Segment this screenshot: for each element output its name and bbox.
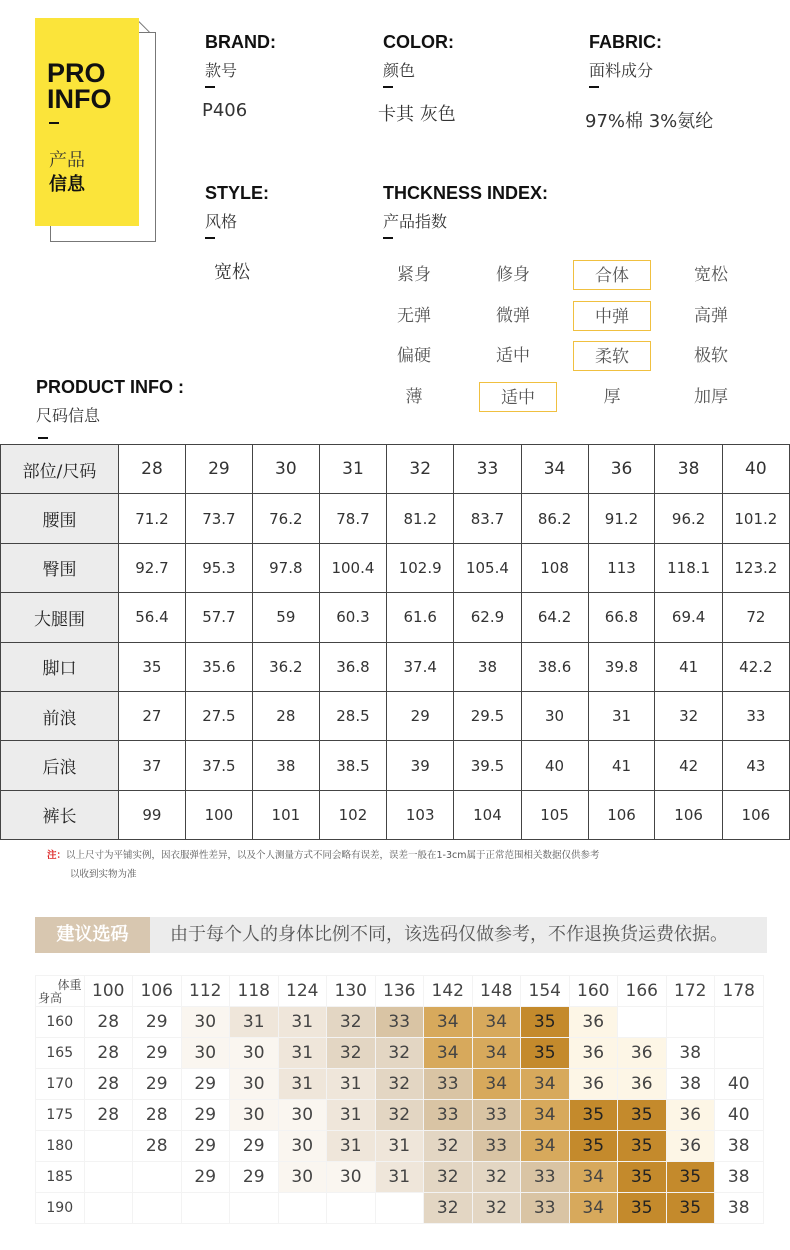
size-cell: 39 bbox=[387, 741, 454, 790]
weight-header-cell: 130 bbox=[327, 976, 376, 1007]
recommend-cell bbox=[327, 1193, 376, 1224]
height-label-cell: 185 bbox=[36, 1162, 85, 1193]
size-cell: 73.7 bbox=[185, 494, 252, 543]
height-label-cell: 165 bbox=[36, 1038, 85, 1069]
recommend-header-row bbox=[36, 976, 764, 1007]
recommend-cell: 35 bbox=[666, 1162, 715, 1193]
recommend-row bbox=[36, 1193, 764, 1224]
recommend-cell: 34 bbox=[472, 1038, 521, 1069]
recommend-cell: 32 bbox=[375, 1100, 424, 1131]
recommend-cell bbox=[84, 1193, 133, 1224]
size-cell: 106 bbox=[655, 790, 722, 839]
size-cell: 29 bbox=[387, 691, 454, 740]
recommend-cell bbox=[133, 1193, 182, 1224]
size-cell: 37.4 bbox=[387, 642, 454, 691]
recommend-cell: 31 bbox=[375, 1162, 424, 1193]
size-cell: 38 bbox=[252, 741, 319, 790]
recommend-cell: 33 bbox=[424, 1069, 473, 1100]
thickness-option: 无弹 bbox=[397, 305, 431, 326]
thickness-option: 极软 bbox=[694, 346, 728, 366]
recommend-cell: 35 bbox=[618, 1131, 667, 1162]
size-header-cell: 28 bbox=[118, 445, 185, 494]
style-label: STYLE: bbox=[205, 183, 270, 203]
size-cell: 41 bbox=[655, 642, 722, 691]
size-cell: 123.2 bbox=[722, 543, 789, 592]
recommend-cell: 35 bbox=[569, 1100, 618, 1131]
recommend-cell: 32 bbox=[472, 1193, 521, 1224]
recommend-cell: 32 bbox=[375, 1069, 424, 1100]
brand-label: BRAND: bbox=[205, 32, 276, 52]
weight-header-cell: 142 bbox=[424, 976, 473, 1007]
size-cell: 33 bbox=[722, 691, 789, 740]
recommend-text: 由于每个人的身体比例不同，该选码仅做参考，不作退换货运费依据。 bbox=[170, 924, 728, 945]
brand-dash bbox=[205, 86, 215, 88]
size-header-cell: 34 bbox=[521, 445, 588, 494]
recommend-cell: 33 bbox=[472, 1100, 521, 1131]
size-cell: 101 bbox=[252, 790, 319, 839]
fabric-dash bbox=[589, 86, 599, 88]
size-header-label: 部位/尺码 bbox=[1, 445, 119, 494]
size-row-label: 臀围 bbox=[1, 543, 119, 592]
size-table-row bbox=[1, 691, 790, 740]
recommend-cell: 28 bbox=[84, 1007, 133, 1038]
note-prefix: 注： bbox=[47, 850, 67, 861]
color-dash bbox=[383, 86, 393, 88]
note-line2: 以收到实物为准 bbox=[70, 869, 137, 880]
height-label-cell: 180 bbox=[36, 1131, 85, 1162]
recommend-cell: 31 bbox=[278, 1038, 327, 1069]
size-cell: 83.7 bbox=[454, 494, 521, 543]
size-cell: 38.5 bbox=[319, 741, 386, 790]
recommend-cell: 33 bbox=[472, 1131, 521, 1162]
size-cell: 62.9 bbox=[454, 593, 521, 642]
recommend-cell: 30 bbox=[230, 1069, 279, 1100]
size-cell: 108 bbox=[521, 543, 588, 592]
fabric-value: 97%棉 3%氨纶 bbox=[585, 111, 714, 132]
recommend-cell: 36 bbox=[569, 1038, 618, 1069]
size-table-header bbox=[1, 445, 790, 494]
recommend-cell: 36 bbox=[569, 1007, 618, 1038]
recommend-cell: 34 bbox=[424, 1007, 473, 1038]
size-cell: 100 bbox=[185, 790, 252, 839]
recommend-cell: 36 bbox=[618, 1038, 667, 1069]
size-cell: 91.2 bbox=[588, 494, 655, 543]
thickness-option-selected: 适中 bbox=[479, 382, 557, 412]
size-cell: 102 bbox=[319, 790, 386, 839]
size-cell: 35.6 bbox=[185, 642, 252, 691]
size-table-row bbox=[1, 790, 790, 839]
logo-line2: INFO bbox=[47, 84, 112, 114]
size-cell: 95.3 bbox=[185, 543, 252, 592]
recommend-cell bbox=[133, 1162, 182, 1193]
thickness-option: 修身 bbox=[496, 265, 530, 285]
recommend-cell: 35 bbox=[569, 1131, 618, 1162]
size-cell: 61.6 bbox=[387, 593, 454, 642]
size-cell: 28.5 bbox=[319, 691, 386, 740]
thickness-option-selected: 合体 bbox=[573, 260, 651, 290]
recommend-cell: 34 bbox=[472, 1007, 521, 1038]
size-table-row bbox=[1, 593, 790, 642]
recommend-cell: 30 bbox=[181, 1038, 230, 1069]
size-header-cell: 29 bbox=[185, 445, 252, 494]
size-cell: 38.6 bbox=[521, 642, 588, 691]
size-cell: 69.4 bbox=[655, 593, 722, 642]
recommend-cell bbox=[181, 1193, 230, 1224]
recommend-cell: 35 bbox=[666, 1193, 715, 1224]
fabric-sub: 面料成分 bbox=[589, 61, 654, 80]
recommend-cell: 30 bbox=[278, 1162, 327, 1193]
size-cell: 36.2 bbox=[252, 642, 319, 691]
recommend-cell: 29 bbox=[230, 1131, 279, 1162]
recommend-cell: 32 bbox=[375, 1038, 424, 1069]
thickness-option-selected: 中弹 bbox=[573, 301, 651, 331]
color-label: COLOR: bbox=[383, 32, 454, 52]
size-cell: 38 bbox=[454, 642, 521, 691]
size-cell: 42.2 bbox=[722, 642, 789, 691]
recommend-cell: 38 bbox=[666, 1038, 715, 1069]
recommend-cell: 32 bbox=[424, 1162, 473, 1193]
recommend-row bbox=[36, 1131, 764, 1162]
recommend-cell: 28 bbox=[84, 1100, 133, 1131]
recommend-cell bbox=[230, 1193, 279, 1224]
size-cell: 71.2 bbox=[118, 494, 185, 543]
recommend-cell bbox=[84, 1162, 133, 1193]
recommend-cell: 34 bbox=[521, 1100, 570, 1131]
recommend-row bbox=[36, 1069, 764, 1100]
recommend-cell: 34 bbox=[569, 1193, 618, 1224]
thickness-option: 紧身 bbox=[397, 265, 431, 285]
recommend-cell: 38 bbox=[715, 1193, 764, 1224]
size-header-cell: 32 bbox=[387, 445, 454, 494]
recommend-cell: 31 bbox=[278, 1069, 327, 1100]
size-cell: 30 bbox=[521, 691, 588, 740]
recommend-cell: 38 bbox=[715, 1162, 764, 1193]
recommend-cell: 31 bbox=[278, 1007, 327, 1038]
thickness-label: THCKNESS INDEX: bbox=[383, 183, 549, 203]
weight-header-cell: 166 bbox=[618, 976, 667, 1007]
size-cell: 64.2 bbox=[521, 593, 588, 642]
color-value: 卡其 灰色 bbox=[378, 104, 456, 125]
thickness-option: 薄 bbox=[405, 386, 423, 407]
logo-cn1: 产品 bbox=[49, 150, 85, 171]
size-cell: 37 bbox=[118, 741, 185, 790]
size-cell: 104 bbox=[454, 790, 521, 839]
recommend-cell: 34 bbox=[569, 1162, 618, 1193]
weight-header-cell: 148 bbox=[472, 976, 521, 1007]
size-table-row bbox=[1, 494, 790, 543]
size-row-label: 裤长 bbox=[1, 790, 119, 839]
style-sub: 风格 bbox=[205, 212, 238, 231]
thickness-index-grid bbox=[375, 260, 775, 425]
size-cell: 27.5 bbox=[185, 691, 252, 740]
size-cell: 96.2 bbox=[655, 494, 722, 543]
weight-header-cell: 136 bbox=[375, 976, 424, 1007]
recommend-cell: 28 bbox=[133, 1131, 182, 1162]
size-cell: 57.7 bbox=[185, 593, 252, 642]
thickness-option: 厚 bbox=[603, 386, 621, 407]
recommend-cell: 34 bbox=[472, 1069, 521, 1100]
recommend-cell: 33 bbox=[521, 1162, 570, 1193]
recommend-tag: 建议选码 bbox=[35, 917, 150, 953]
weight-header-cell: 124 bbox=[278, 976, 327, 1007]
weight-header-cell: 118 bbox=[230, 976, 279, 1007]
height-label-cell: 160 bbox=[36, 1007, 85, 1038]
weight-header-cell: 160 bbox=[569, 976, 618, 1007]
size-header-cell: 36 bbox=[588, 445, 655, 494]
recommend-cell: 29 bbox=[133, 1038, 182, 1069]
thickness-dash bbox=[383, 237, 393, 239]
size-row-label: 腰围 bbox=[1, 494, 119, 543]
size-cell: 105.4 bbox=[454, 543, 521, 592]
size-header-cell: 30 bbox=[252, 445, 319, 494]
size-cell: 97.8 bbox=[252, 543, 319, 592]
fabric-label: FABRIC: bbox=[589, 32, 662, 52]
thickness-sub: 产品指数 bbox=[383, 212, 448, 231]
recommend-cell bbox=[618, 1007, 667, 1038]
product-info-dash bbox=[38, 437, 48, 439]
recommend-cell: 30 bbox=[278, 1131, 327, 1162]
weight-header-cell: 178 bbox=[715, 976, 764, 1007]
thickness-option: 适中 bbox=[496, 346, 530, 366]
size-table-row bbox=[1, 741, 790, 790]
recommend-cell: 34 bbox=[424, 1038, 473, 1069]
recommend-cell: 33 bbox=[424, 1100, 473, 1131]
recommend-cell: 29 bbox=[181, 1100, 230, 1131]
recommend-cell: 38 bbox=[666, 1069, 715, 1100]
recommend-cell: 31 bbox=[375, 1131, 424, 1162]
thickness-option: 偏硬 bbox=[397, 346, 431, 366]
size-cell: 29.5 bbox=[454, 691, 521, 740]
size-cell: 56.4 bbox=[118, 593, 185, 642]
size-cell: 100.4 bbox=[319, 543, 386, 592]
size-cell: 39.8 bbox=[588, 642, 655, 691]
size-row-label: 大腿围 bbox=[1, 593, 119, 642]
recommend-cell: 31 bbox=[327, 1069, 376, 1100]
size-recommend-table bbox=[35, 975, 764, 1224]
size-cell: 32 bbox=[655, 691, 722, 740]
size-cell: 72 bbox=[722, 593, 789, 642]
recommend-row bbox=[36, 1038, 764, 1069]
size-cell: 81.2 bbox=[387, 494, 454, 543]
logo-line1: PRO bbox=[47, 58, 106, 88]
recommend-cell: 28 bbox=[84, 1038, 133, 1069]
size-cell: 40 bbox=[521, 741, 588, 790]
recommend-cell bbox=[278, 1193, 327, 1224]
recommend-corner-cell bbox=[36, 976, 85, 1007]
recommend-cell: 31 bbox=[230, 1007, 279, 1038]
weight-header-cell: 112 bbox=[181, 976, 230, 1007]
logo-cn2: 信息 bbox=[49, 174, 85, 195]
recommend-cell: 36 bbox=[666, 1100, 715, 1131]
recommend-cell: 35 bbox=[521, 1007, 570, 1038]
size-table bbox=[0, 444, 790, 840]
weight-header-cell: 154 bbox=[521, 976, 570, 1007]
size-cell: 106 bbox=[722, 790, 789, 839]
recommend-cell: 30 bbox=[230, 1100, 279, 1131]
size-header-cell: 33 bbox=[454, 445, 521, 494]
size-header-cell: 31 bbox=[319, 445, 386, 494]
recommend-cell: 38 bbox=[715, 1131, 764, 1162]
thickness-option-selected: 柔软 bbox=[573, 341, 651, 371]
size-cell: 102.9 bbox=[387, 543, 454, 592]
recommend-cell: 35 bbox=[521, 1038, 570, 1069]
size-note bbox=[47, 847, 600, 861]
size-cell: 36.8 bbox=[319, 642, 386, 691]
weight-header-cell: 106 bbox=[133, 976, 182, 1007]
corner-weight-label: 体重 bbox=[57, 978, 82, 992]
product-info-sub: 尺码信息 bbox=[36, 406, 101, 425]
color-sub: 颜色 bbox=[383, 61, 416, 80]
size-cell: 99 bbox=[118, 790, 185, 839]
recommend-cell: 33 bbox=[375, 1007, 424, 1038]
recommend-cell: 29 bbox=[181, 1162, 230, 1193]
height-label-cell: 190 bbox=[36, 1193, 85, 1224]
recommend-cell bbox=[375, 1193, 424, 1224]
recommend-row bbox=[36, 1007, 764, 1038]
thickness-option: 微弹 bbox=[496, 305, 530, 326]
recommend-cell: 28 bbox=[84, 1069, 133, 1100]
recommend-cell: 40 bbox=[715, 1100, 764, 1131]
size-cell: 59 bbox=[252, 593, 319, 642]
logo-dash bbox=[49, 122, 59, 124]
style-value: 宽松 bbox=[214, 262, 250, 283]
brand-value: P406 bbox=[202, 100, 248, 121]
recommend-cell: 30 bbox=[327, 1162, 376, 1193]
recommend-cell: 30 bbox=[181, 1007, 230, 1038]
brand-sub: 款号 bbox=[205, 61, 238, 80]
size-cell: 113 bbox=[588, 543, 655, 592]
recommend-cell bbox=[715, 1038, 764, 1069]
size-cell: 28 bbox=[252, 691, 319, 740]
size-cell: 43 bbox=[722, 741, 789, 790]
recommend-cell: 29 bbox=[181, 1069, 230, 1100]
size-cell: 41 bbox=[588, 741, 655, 790]
recommend-cell: 36 bbox=[618, 1069, 667, 1100]
size-cell: 78.7 bbox=[319, 494, 386, 543]
recommend-cell: 32 bbox=[424, 1131, 473, 1162]
recommend-cell: 29 bbox=[181, 1131, 230, 1162]
thickness-option: 加厚 bbox=[694, 386, 728, 407]
size-table-row bbox=[1, 543, 790, 592]
size-header-cell: 38 bbox=[655, 445, 722, 494]
pro-info-logo bbox=[35, 18, 139, 226]
recommend-cell: 29 bbox=[230, 1162, 279, 1193]
recommend-cell: 32 bbox=[327, 1038, 376, 1069]
recommend-cell: 30 bbox=[230, 1038, 279, 1069]
recommend-cell bbox=[84, 1131, 133, 1162]
recommend-cell: 28 bbox=[133, 1100, 182, 1131]
size-row-label: 脚口 bbox=[1, 642, 119, 691]
recommend-cell bbox=[715, 1007, 764, 1038]
size-cell: 92.7 bbox=[118, 543, 185, 592]
recommend-cell bbox=[666, 1007, 715, 1038]
style-dash bbox=[205, 237, 215, 239]
recommend-cell: 35 bbox=[618, 1162, 667, 1193]
size-cell: 35 bbox=[118, 642, 185, 691]
size-row-label: 后浪 bbox=[1, 741, 119, 790]
recommend-cell: 30 bbox=[278, 1100, 327, 1131]
size-cell: 31 bbox=[588, 691, 655, 740]
recommend-cell: 35 bbox=[618, 1193, 667, 1224]
corner-height-label: 身高 bbox=[38, 991, 63, 1005]
recommend-cell: 29 bbox=[133, 1069, 182, 1100]
size-cell: 101.2 bbox=[722, 494, 789, 543]
size-cell: 105 bbox=[521, 790, 588, 839]
size-row-label: 前浪 bbox=[1, 691, 119, 740]
size-cell: 76.2 bbox=[252, 494, 319, 543]
recommend-cell: 31 bbox=[327, 1100, 376, 1131]
thickness-option: 高弹 bbox=[694, 305, 728, 326]
weight-header-cell: 172 bbox=[666, 976, 715, 1007]
recommend-row bbox=[36, 1162, 764, 1193]
recommend-cell: 40 bbox=[715, 1069, 764, 1100]
recommend-cell: 32 bbox=[424, 1193, 473, 1224]
thickness-option: 宽松 bbox=[694, 265, 728, 285]
height-label-cell: 175 bbox=[36, 1100, 85, 1131]
recommend-cell: 33 bbox=[521, 1193, 570, 1224]
recommend-cell: 36 bbox=[666, 1131, 715, 1162]
recommend-cell: 36 bbox=[569, 1069, 618, 1100]
size-cell: 66.8 bbox=[588, 593, 655, 642]
size-table-row bbox=[1, 642, 790, 691]
size-cell: 27 bbox=[118, 691, 185, 740]
size-cell: 60.3 bbox=[319, 593, 386, 642]
recommend-cell: 34 bbox=[521, 1131, 570, 1162]
recommend-cell: 32 bbox=[472, 1162, 521, 1193]
height-label-cell: 170 bbox=[36, 1069, 85, 1100]
size-cell: 118.1 bbox=[655, 543, 722, 592]
size-cell: 37.5 bbox=[185, 741, 252, 790]
recommend-cell: 35 bbox=[618, 1100, 667, 1131]
recommend-cell: 29 bbox=[133, 1007, 182, 1038]
recommend-cell: 34 bbox=[521, 1069, 570, 1100]
note-line1: 以上尺寸为平铺实例，因衣服弹性差异，以及个人测量方式不同会略有误差，误差一般在1-3cm属于正常范围相关数据仅供参考 bbox=[66, 850, 600, 861]
size-cell: 86.2 bbox=[521, 494, 588, 543]
recommend-row bbox=[36, 1100, 764, 1131]
recommend-cell: 31 bbox=[327, 1131, 376, 1162]
size-cell: 106 bbox=[588, 790, 655, 839]
weight-header-cell: 100 bbox=[84, 976, 133, 1007]
size-cell: 103 bbox=[387, 790, 454, 839]
size-cell: 39.5 bbox=[454, 741, 521, 790]
size-cell: 42 bbox=[655, 741, 722, 790]
size-header-cell: 40 bbox=[722, 445, 789, 494]
recommend-cell: 32 bbox=[327, 1007, 376, 1038]
product-info-label: PRODUCT INFO : bbox=[36, 377, 184, 397]
